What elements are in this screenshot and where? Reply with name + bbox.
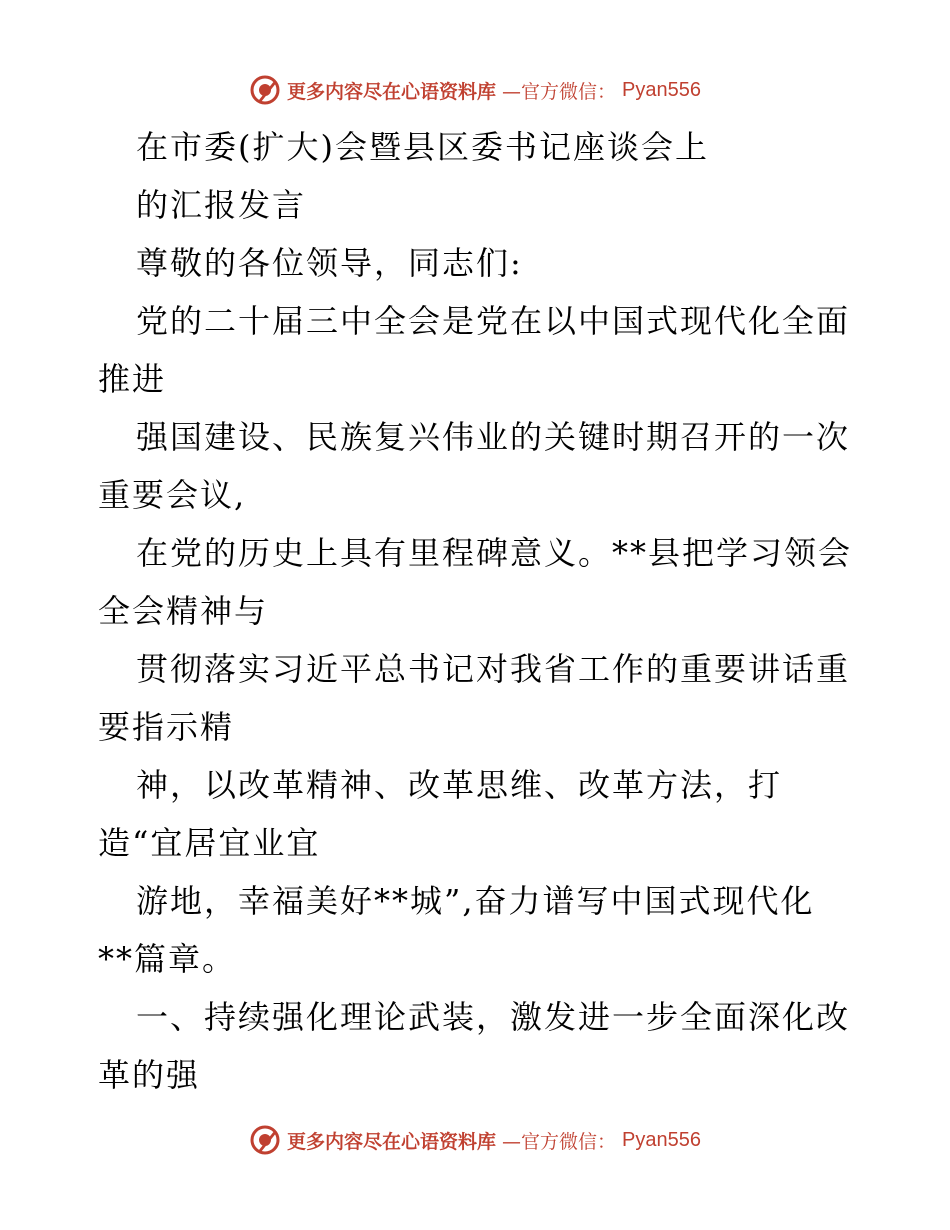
doc-line: 在党的历史上具有里程碑意义。**县把学习领会 [136, 534, 853, 572]
pen-logo-icon [249, 1124, 281, 1156]
doc-line: 尊敬的各位领导，同志们: [136, 244, 523, 282]
doc-line: 推进 [98, 360, 167, 398]
watermark-handle: Pyan556 [622, 78, 701, 101]
doc-line: 重要会议, [98, 476, 247, 514]
watermark-separator: —官方微信： [502, 1130, 617, 1153]
watermark-separator: —官方微信： [502, 80, 617, 103]
document-body [98, 118, 858, 1104]
watermark-handle: Pyan556 [622, 1128, 701, 1151]
doc-line: 游地，幸福美好**城”,奋力谱写中国式现代化 [136, 882, 815, 920]
watermark-header [0, 70, 950, 110]
doc-line: 的汇报发言 [136, 186, 307, 224]
doc-line: 全会精神与 [98, 592, 269, 630]
watermark-text: 更多内容尽在心语资料库 [287, 80, 497, 103]
doc-line: 造“宜居宜业宜 [98, 824, 321, 862]
doc-line: **篇章。 [98, 940, 237, 978]
doc-line: 贯彻落实习近平总书记对我省工作的重要讲话重 [136, 650, 851, 688]
doc-line: 党的二十届三中全会是党在以中国式现代化全面 [136, 302, 851, 340]
doc-line: 一、持续强化理论武装，激发进一步全面深化改 [136, 998, 851, 1036]
watermark-text: 更多内容尽在心语资料库 [287, 1130, 497, 1153]
doc-line: 在市委(扩大)会暨县区委书记座谈会上 [136, 128, 709, 166]
doc-line: 要指示精 [98, 708, 235, 746]
doc-line: 神，以改革精神、改革思维、改革方法，打 [136, 766, 783, 804]
watermark-footer [0, 1120, 950, 1160]
pen-logo-icon [249, 74, 281, 106]
doc-line: 强国建设、民族复兴伟业的关键时期召开的一次 [136, 418, 851, 456]
doc-line: 革的强 [98, 1056, 201, 1094]
